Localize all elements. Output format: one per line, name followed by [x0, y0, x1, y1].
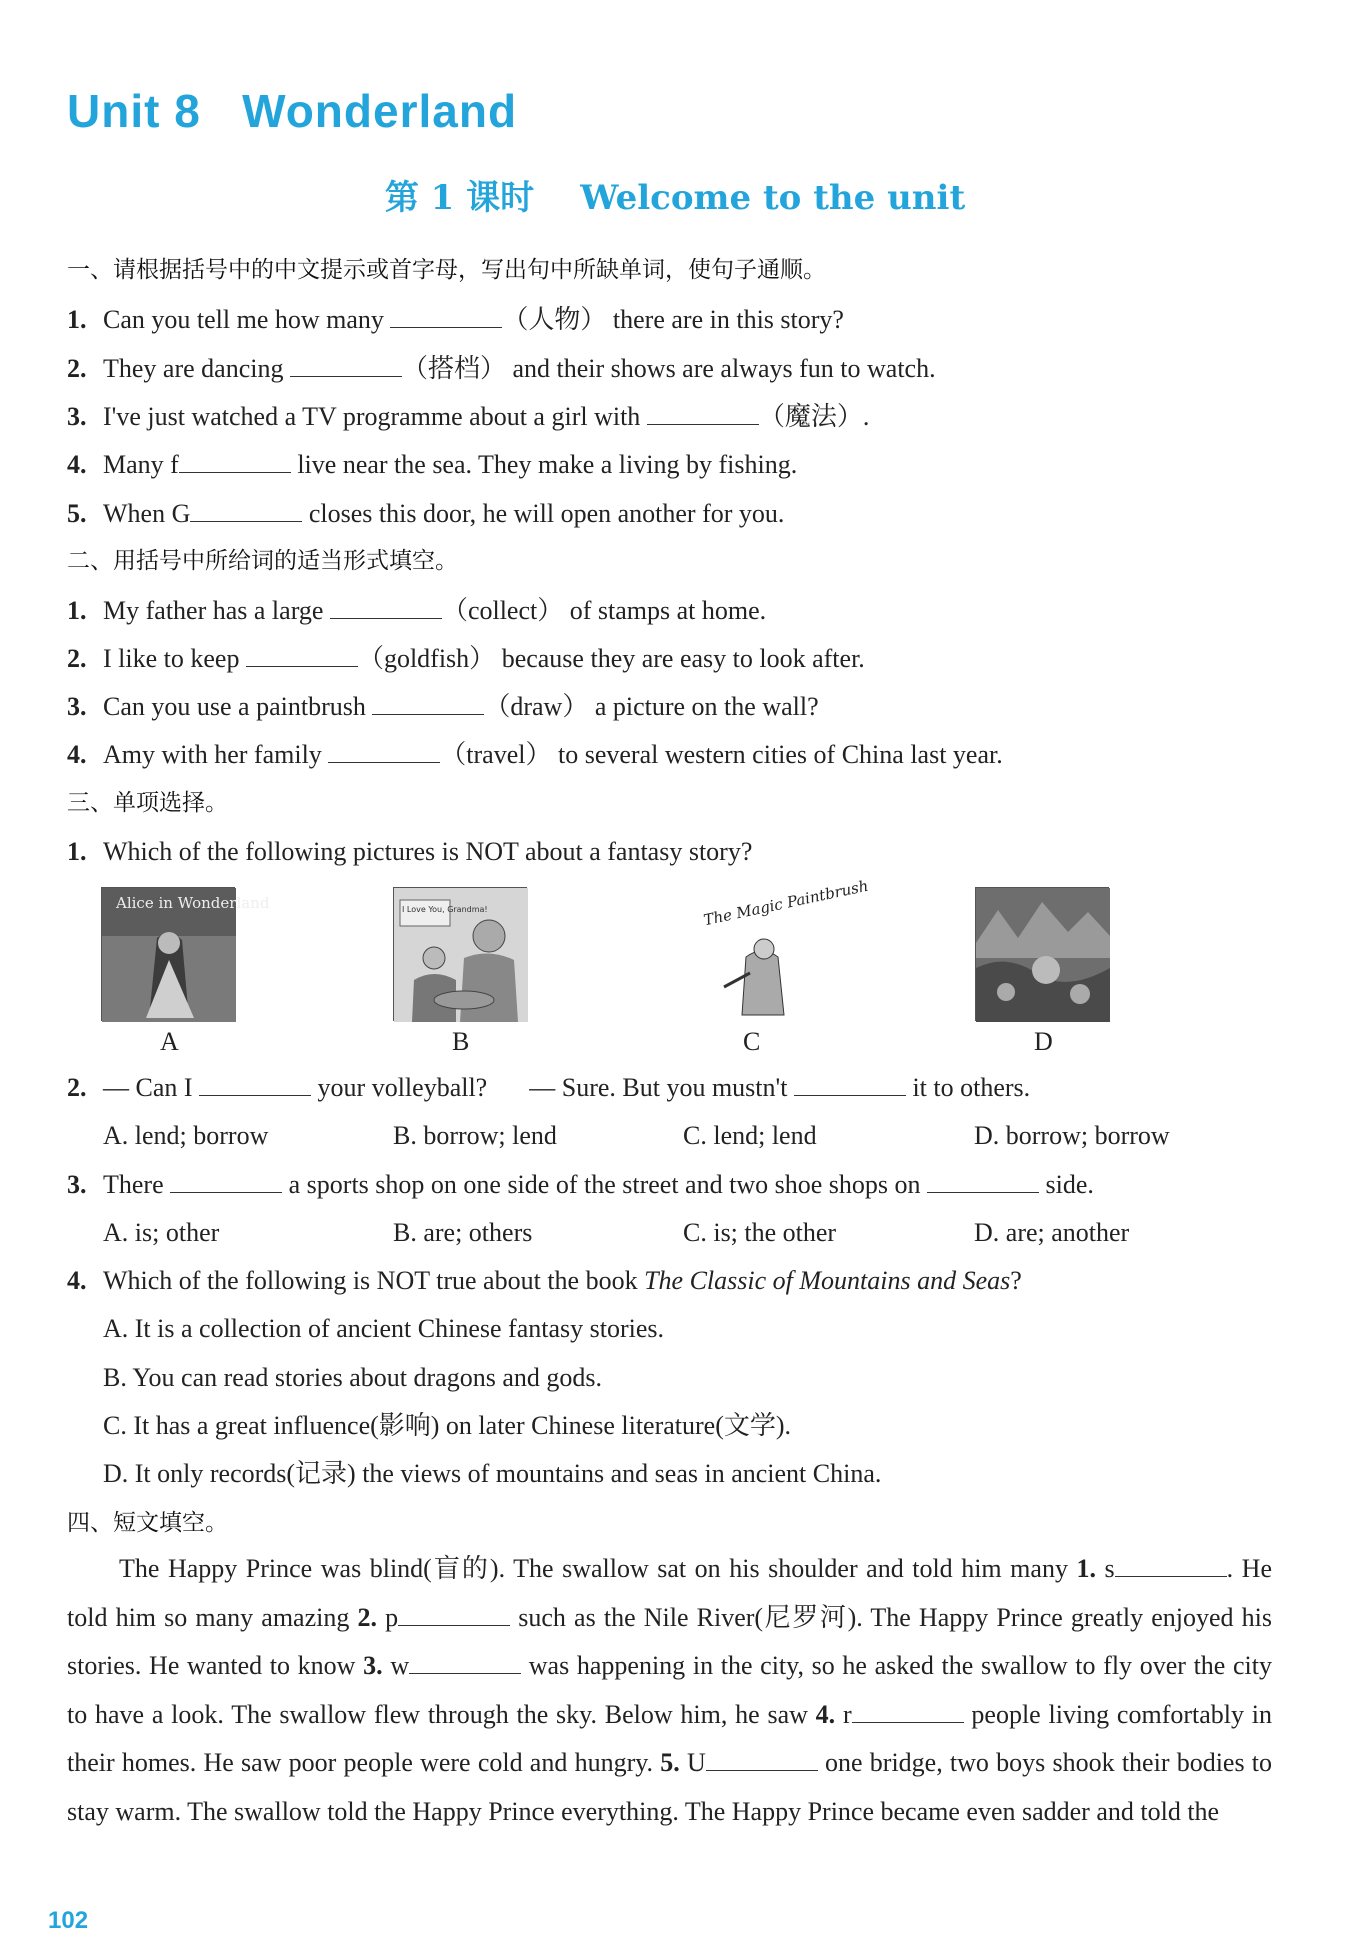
s3-q4-option-b[interactable]: B. You can read stories about dragons and gods.: [103, 1363, 602, 1392]
answer-blank[interactable]: [170, 1168, 282, 1193]
s3-q3-option-a[interactable]: A. is; other: [103, 1218, 220, 1247]
answer-blank[interactable]: [409, 1649, 521, 1674]
section1-heading: 一、请根据括号中的中文提示或首字母，写出句中所缺单词，使句子通顺。: [67, 257, 826, 283]
s3-q2-option-b[interactable]: B. borrow; lend: [393, 1121, 557, 1150]
answer-blank[interactable]: [199, 1071, 311, 1096]
section4-heading: 四、短文填空。: [67, 1510, 228, 1536]
picture-d-mountains-and-seas[interactable]: [975, 887, 1109, 1021]
page-number: 102: [48, 1907, 89, 1934]
s3-q3: 3. There a sports shop on one side of the street and two shoe shops on side.: [67, 1170, 1094, 1199]
picture-c-caption: The Magic Paintbrush: [701, 876, 870, 930]
s3-q4-option-c[interactable]: C. It has a great influence(影响) on later Chinese literature(文学).: [103, 1411, 792, 1440]
book-cover-icon: [684, 876, 870, 1021]
answer-blank[interactable]: [927, 1168, 1039, 1193]
illustration-icon: [976, 888, 1110, 1022]
section3-heading: 三、单项选择。: [67, 790, 228, 816]
s2-q2: 2. I like to keep （goldfish） because they are easy to look after.: [67, 644, 865, 673]
s1-q1: 1. Can you tell me how many （人物） there are in this story?: [67, 305, 844, 334]
lesson-title: [0, 170, 1350, 219]
s1-q3: 3. I've just watched a TV programme about a girl with （魔法）.: [67, 402, 870, 431]
s3-q3-option-c[interactable]: C. is; the other: [683, 1218, 837, 1247]
picture-c-magic-paintbrush[interactable]: [684, 876, 870, 1021]
answer-blank[interactable]: [290, 352, 402, 377]
picture-a-alice-in-wonderland[interactable]: [101, 887, 270, 1021]
s1-q5: 5. When G closes this door, he will open another for you.: [67, 499, 785, 528]
answer-blank[interactable]: [794, 1071, 906, 1096]
lesson-name: Welcome to the unit: [580, 178, 966, 218]
answer-blank[interactable]: [852, 1698, 964, 1723]
s3-q4-option-a[interactable]: A. It is a collection of ancient Chinese fantasy stories.: [103, 1314, 665, 1343]
answer-blank[interactable]: [330, 594, 442, 619]
answer-blank[interactable]: [706, 1746, 818, 1771]
cloze-passage: The Happy Prince was blind(盲的). The swallow sat on his shoulder and told him many 1. s . He told him so many amazing 2. p such as the Nile River(尼罗河). The Happy Prince greatly enjoyed his stories. He wanted to know 3. w was happening in the city, so he asked the swallow to fly over the city to have a look. The swallow flew through the sky. Below him, he saw 4. r people living comfortably in their homes. He saw poor people were cold and hungry. 5. U one bridge, two boys shook their bodies to stay warm. The swallow told the Happy Prince everything. The Happy Prince became even sadder and told the: [67, 1554, 1273, 1826]
unit-title: Unit 8 Wonderland: [67, 85, 518, 137]
s3-q2-option-d[interactable]: D. borrow; borrow: [974, 1121, 1170, 1150]
answer-blank[interactable]: [398, 1601, 510, 1626]
s2-q1: 1. My father has a large （collect） of stamps at home.: [67, 596, 767, 625]
book-cover-icon: [102, 888, 270, 1022]
picture-b-label: B: [452, 1027, 470, 1056]
book-title: The Classic of Mountains and Seas: [644, 1266, 1011, 1295]
s2-q4: 4. Amy with her family （travel） to several western cities of China last year.: [67, 740, 1003, 769]
s3-q1: 1. Which of the following pictures is NOT about a fantasy story?: [67, 837, 753, 866]
s3-q3-option-b[interactable]: B. are; others: [393, 1218, 533, 1247]
answer-blank[interactable]: [647, 400, 759, 425]
answer-blank[interactable]: [372, 690, 484, 715]
s2-q3: 3. Can you use a paintbrush （draw） a picture on the wall?: [67, 692, 819, 721]
answer-blank[interactable]: [246, 642, 358, 667]
s3-q4-option-d[interactable]: D. It only records(记录) the views of mountains and seas in ancient China.: [103, 1459, 882, 1488]
s3-q2: 2. — Can I your volleyball? — Sure. But you mustn't it to others.: [67, 1073, 1031, 1102]
picture-a-caption: Alice in Wonderland: [116, 894, 270, 912]
picture-d-label: D: [1034, 1027, 1053, 1056]
s3-q2-option-c[interactable]: C. lend; lend: [683, 1121, 817, 1150]
picture-a-label: A: [160, 1027, 179, 1056]
answer-blank[interactable]: [328, 738, 440, 763]
picture-b-grandma-book[interactable]: [393, 887, 527, 1021]
book-cover-icon: [394, 888, 528, 1022]
picture-c-label: C: [743, 1027, 761, 1056]
answer-blank[interactable]: [179, 448, 291, 473]
s3-q3-option-d[interactable]: D. are; another: [974, 1218, 1130, 1247]
answer-blank[interactable]: [190, 497, 302, 522]
picture-b-caption: I Love You, Grandma!: [402, 905, 488, 914]
s3-q4: 4. Which of the following is NOT true about the book The Classic of Mountains and Seas?: [67, 1266, 1022, 1295]
s1-q4: 4. Many f live near the sea. They make a living by fishing.: [67, 450, 798, 479]
lesson-number: 第 1 课时: [384, 178, 535, 218]
s1-q2: 2. They are dancing （搭档） and their shows are always fun to watch.: [67, 354, 936, 383]
answer-blank[interactable]: [390, 303, 502, 328]
s3-q2-option-a[interactable]: A. lend; borrow: [103, 1121, 269, 1150]
section2-heading: 二、用括号中所给词的适当形式填空。: [67, 548, 458, 574]
answer-blank[interactable]: [1115, 1552, 1227, 1577]
